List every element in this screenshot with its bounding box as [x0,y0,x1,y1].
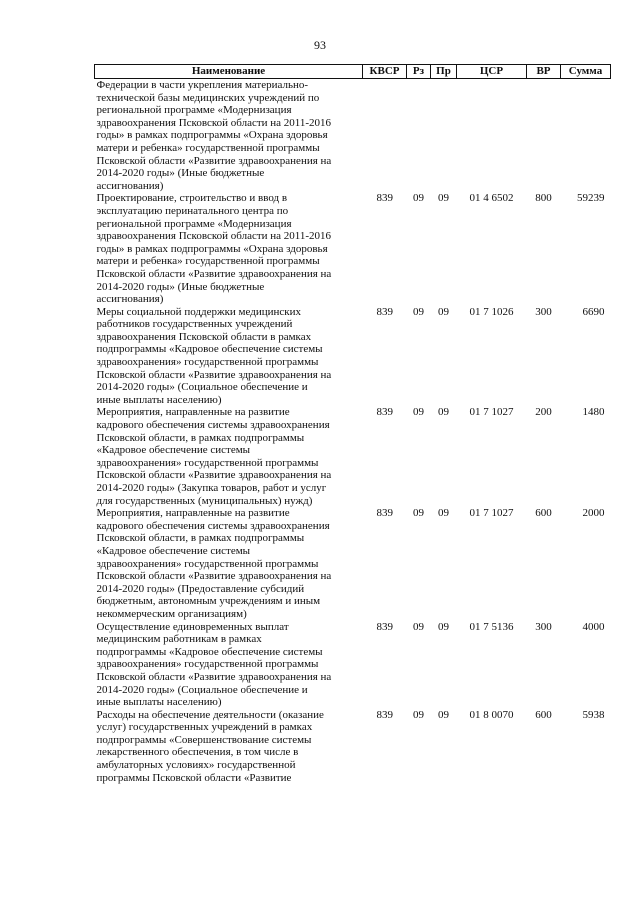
row-csr: 01 8 0070 [469,708,514,721]
row-vr: 600 [535,507,552,520]
header-csr: ЦСР [457,65,527,79]
row-sum: 5938 [582,708,605,721]
table-row [95,306,611,407]
row-name-line: 2014-2020 годы» (Социальное обеспечение и [96,381,308,394]
row-sum: 6690 [582,305,605,318]
row-name-line: Псковской области, в рамках подпрограммы [96,532,305,545]
row-name-line: «Кадровое обеспечение системы [96,544,251,557]
row-name-line: иные выплаты населению) [96,393,222,406]
row-name-line: ассигнования) [96,179,164,192]
row-rz: 09 [413,305,424,318]
row-csr: 01 4 6502 [469,192,514,205]
row-name-line: годы» в рамках подпрограммы «Охрана здоровья [96,129,328,142]
row-name-line: Расходы на обеспечение деятельности (оказание [96,708,324,721]
table-header [95,65,611,79]
row-name-line: подпрограммы «Совершенствование системы [96,733,312,746]
row-pr: 09 [438,620,449,633]
row-kvsr: 839 [376,192,393,205]
row-name-line: матери и ребенка» государственной программы [96,255,320,268]
row-name-line: 2014-2020 годы» (Социальное обеспечение и [96,683,308,696]
row-csr: 01 7 1026 [469,305,514,318]
row-name-line: Псковской области «Развитие здравоохранения на [96,670,332,683]
row-name-line: технической базы медицинских учреждений по [96,91,320,104]
row-vr: 200 [535,406,552,419]
row-name [95,192,363,305]
row-vr: 800 [535,192,552,205]
row-rz: 09 [413,406,424,419]
row-name-line: кадрового обеспечения системы здравоохранения [96,519,330,532]
row-kvsr: 839 [376,406,393,419]
row-name-line: подпрограммы «Кадровое обеспечение системы [96,645,323,658]
row-name-line: медицинским работникам в рамках [96,633,262,646]
row-name [95,507,363,620]
row-name-line: подпрограммы «Кадровое обеспечение системы [96,343,323,356]
row-rz [407,79,431,193]
row-name [95,709,363,785]
table-row [95,406,611,507]
row-sum: 4000 [582,620,605,633]
row-name-line: Мероприятия, направленные на развитие [96,406,290,419]
page-number: 93 [314,38,326,52]
row-name-line: Мероприятия, направленные на развитие [96,507,290,520]
row-pr: 09 [438,305,449,318]
row-csr: 01 7 1027 [469,406,514,419]
row-name-line: бюджетным, автономным учреждениям и иным [96,595,321,608]
header-name: Наименование [95,65,363,79]
header-pr: Пр [431,65,457,79]
row-name-line: региональной программе «Модернизация [96,104,292,117]
row-name-line: 2014-2020 годы» (Закупка товаров, работ и услуг [96,482,327,494]
row-name-line: здравоохранения» государственной программы [96,658,319,671]
row-name-line: Псковской области «Развитие здравоохранения на [96,570,332,583]
row-rz: 09 [413,620,424,633]
row-kvsr: 839 [376,708,393,721]
row-name-line: матери и ребенка» государственной программы [96,141,320,154]
row-name-line: Псковской области «Развитие здравоохранения на [96,368,332,381]
row-csr: 01 7 5136 [469,620,514,633]
row-kvsr [363,79,407,193]
row-sum: 1480 [582,406,605,419]
row-name-line: кадрового обеспечения системы здравоохранения [96,419,330,432]
row-csr: 01 7 1027 [469,507,514,520]
row-name-line: 2014-2020 годы» (Предоставление субсидий [96,582,305,595]
row-kvsr: 839 [376,507,393,520]
row-name-line: эксплуатацию перинатального центра по [96,204,289,217]
table-row [95,709,611,785]
row-name-line: 2014-2020 годы» (Иные бюджетные [96,167,265,180]
row-name-line: здравоохранения» государственной программы [96,456,319,469]
row-pr: 09 [438,708,449,721]
row-name-line: Федерации в части укрепления материально- [96,79,309,91]
row-name-line: работников государственных учреждений [96,318,293,331]
row-name-line: иные выплаты населению) [96,696,222,709]
header-sum: Сумма [561,65,611,79]
row-pr [431,79,457,193]
row-name-line: здравоохранения» государственной программы [96,356,319,369]
table-row [95,621,611,709]
row-name-line: здравоохранения Псковской области на 2011-2016 [96,230,332,243]
budget-table [94,64,611,784]
row-kvsr: 839 [376,305,393,318]
row-name-line: Меры социальной поддержки медицинских [96,305,302,318]
row-name-line: «Кадровое обеспечение системы [96,444,251,457]
row-name-line: услуг) государственных учреждений в рамках [96,721,313,734]
row-name [95,406,363,507]
row-name-line: Проектирование, строительство и ввод в [96,192,288,205]
header-row [95,65,611,79]
row-name-line: здравоохранения Псковской области на 2011-2016 [96,116,332,129]
header-rz: Рз [407,65,431,79]
row-name [95,79,363,193]
row-name-line: региональной программе «Модернизация [96,217,292,230]
header-vr: ВР [527,65,561,79]
row-vr: 300 [535,305,552,318]
row-rz: 09 [413,507,424,520]
row-name-line: лекарственного обеспечения, в том числе в [96,746,299,759]
table-row [95,507,611,620]
row-name-line: здравоохранения Псковской области в рамках [96,330,312,343]
row-name-line: программы Псковской области «Развитие [96,771,292,784]
row-pr: 09 [438,507,449,520]
row-kvsr: 839 [376,620,393,633]
row-name-line: некоммерческим организациям) [96,607,247,620]
row-sum: 59239 [577,192,605,205]
row-csr [457,79,527,193]
row-pr: 09 [438,192,449,205]
row-name-line: амбулаторных условиях» государственной [96,759,296,772]
row-name-line: для государственных (муниципальных) нужд) [96,494,313,507]
row-name-line: Осуществление единовременных выплат [96,620,289,633]
row-pr: 09 [438,406,449,419]
row-name [95,621,363,709]
row-name [95,306,363,407]
row-sum [561,79,611,193]
row-vr: 600 [535,708,552,721]
row-name-line: 2014-2020 годы» (Иные бюджетные [96,280,265,293]
table-body [95,79,611,785]
row-name-line: Псковской области «Развитие здравоохранения на [96,267,332,280]
row-rz: 09 [413,192,424,205]
table-row [95,79,611,193]
row-name-line: ассигнования) [96,293,164,306]
row-name-line: Псковской области, в рамках подпрограммы [96,431,305,444]
row-vr: 300 [535,620,552,633]
row-sum: 2000 [582,507,605,520]
table-row [95,192,611,305]
row-vr [527,79,561,193]
row-name-line: годы» в рамках подпрограммы «Охрана здоровья [96,242,328,255]
row-name-line: Псковской области «Развитие здравоохранения на [96,154,332,167]
row-name-line: здравоохранения» государственной программы [96,557,319,570]
row-rz: 09 [413,708,424,721]
header-kvsr: КВСР [363,65,407,79]
row-name-line: Псковской области «Развитие здравоохранения на [96,469,332,482]
